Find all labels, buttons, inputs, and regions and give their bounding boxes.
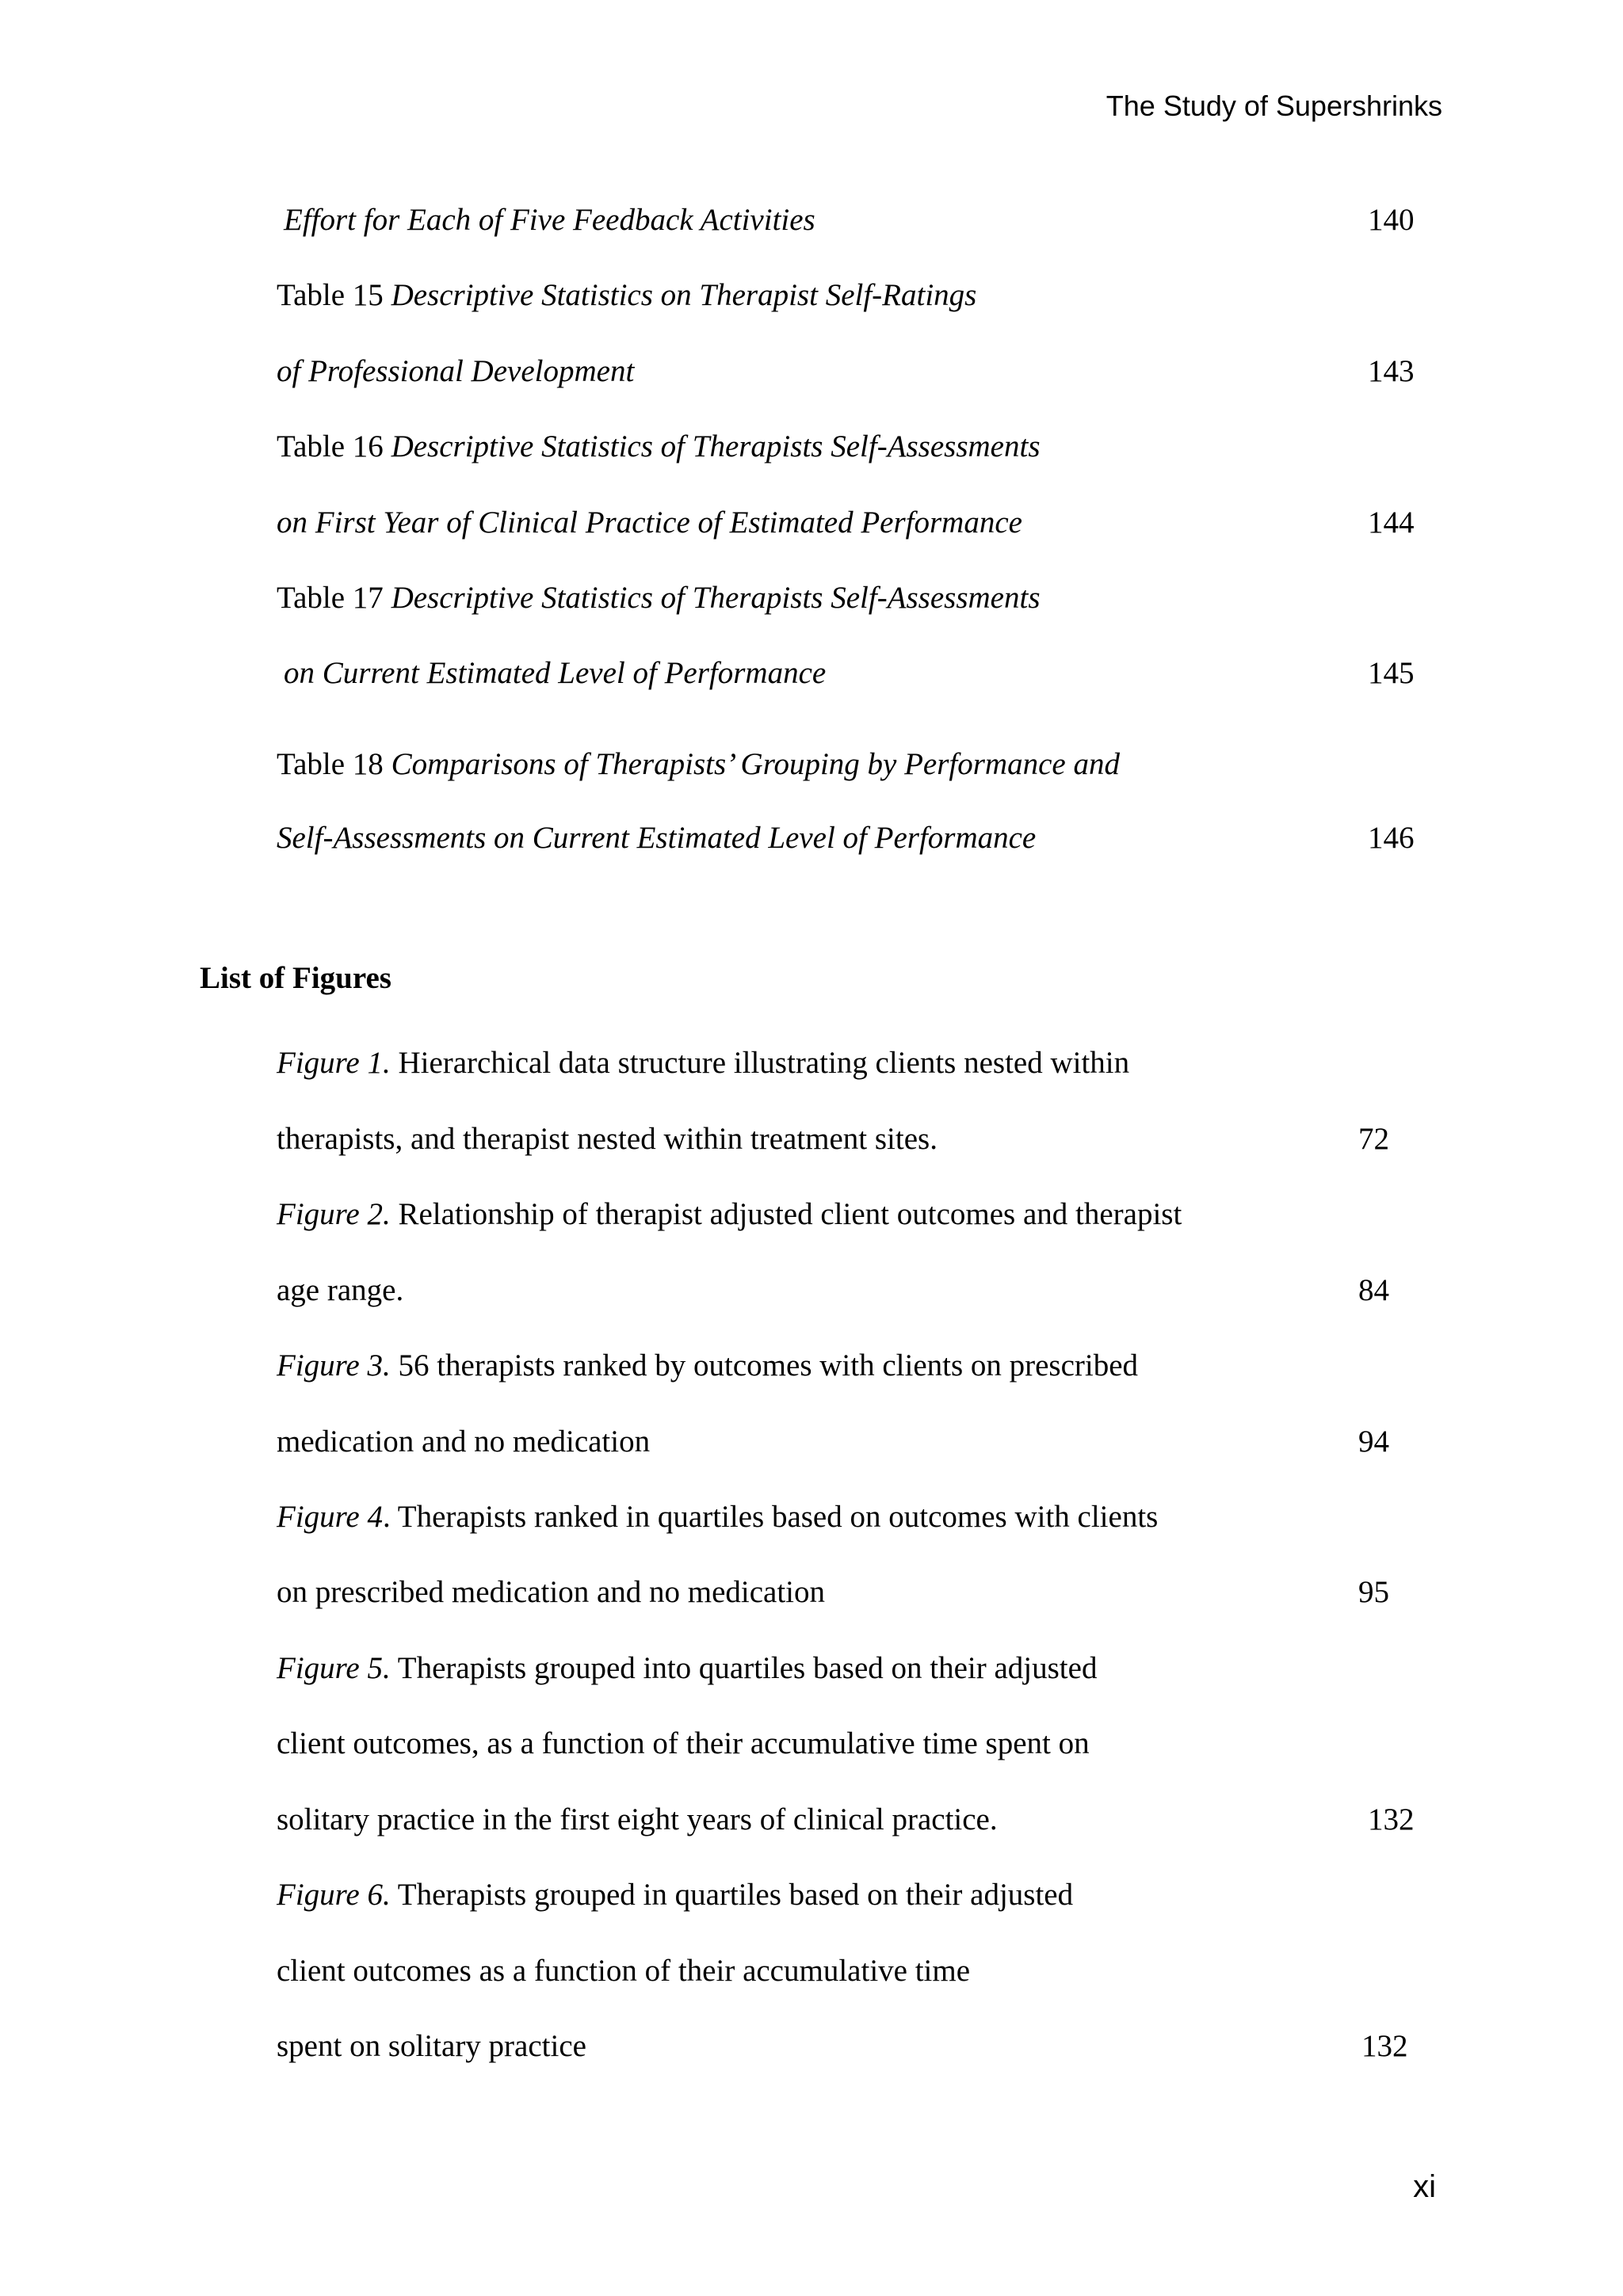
figure-entry-line: client outcomes as a function of their accumulative time — [277, 1954, 971, 1988]
table-entry-title-line: Self-Assessments on Current Estimated Level of Performance — [277, 821, 1037, 855]
figure-entry-line: on prescribed medication and no medication — [277, 1575, 826, 1609]
figure-entry-line: Figure 6. Therapists grouped in quartiles based on their adjusted — [277, 1878, 1074, 1912]
figure-entry-line: client outcomes, as a function of their accumulative time spent on — [277, 1726, 1090, 1760]
figure-label: Figure 3. — [277, 1348, 391, 1383]
figure-entry-page: 95 — [1358, 1575, 1389, 1609]
figure-entry-line: age range. — [277, 1273, 404, 1307]
table-label: Table 15 — [277, 278, 384, 312]
figure-label: Figure 4 — [277, 1500, 383, 1534]
table-entry-title-line: on Current Estimated Level of Performance — [284, 656, 827, 690]
table-entry-page: 140 — [1368, 203, 1415, 237]
figure-entry-line: spent on solitary practice — [277, 2029, 586, 2063]
figure-entry-line: solitary practice in the first eight years of clinical practice. — [277, 1802, 998, 1836]
figure-entry-page: 84 — [1358, 1273, 1389, 1307]
table-entry-title-line: Table 15 Descriptive Statistics on Therapist Self-Ratings — [277, 278, 977, 312]
table-entry-title-line: Effort for Each of Five Feedback Activities — [284, 203, 815, 237]
table-entry-page: 143 — [1368, 354, 1415, 388]
figure-label: Figure 2. — [277, 1197, 391, 1231]
figure-entry-page: 94 — [1358, 1425, 1389, 1459]
figure-label: Figure 1. — [277, 1046, 391, 1080]
figure-entry-page: 132 — [1361, 2029, 1408, 2063]
list-of-figures-heading: List of Figures — [200, 961, 391, 995]
table-entry-title-line: on First Year of Clinical Practice of Estimated Performance — [277, 505, 1022, 540]
figure-entry-page: 132 — [1368, 1802, 1415, 1836]
figure-label: Figure 6. — [277, 1878, 391, 1912]
figure-entry-line: therapists, and therapist nested within treatment sites. — [277, 1122, 938, 1156]
figure-entry-line: Figure 1. Hierarchical data structure illustrating clients nested within — [277, 1046, 1130, 1080]
page-number: xi — [1413, 2169, 1436, 2204]
figure-label: Figure 5. — [277, 1651, 391, 1685]
table-entry-page: 146 — [1368, 821, 1415, 855]
figure-entry-line: Figure 4. Therapists ranked in quartiles based on outcomes with clients — [277, 1500, 1159, 1534]
figure-entry-line: Figure 2. Relationship of therapist adjusted client outcomes and therapist — [277, 1197, 1182, 1231]
table-entry-title-line: Table 16 Descriptive Statistics of Therapists Self-Assessments — [277, 429, 1041, 463]
table-entry-title-line: Table 18 Comparisons of Therapists’ Grouping by Performance and — [277, 747, 1120, 781]
table-entry-page: 145 — [1368, 656, 1415, 690]
table-label: Table 17 — [277, 581, 384, 615]
figure-entry-line: Figure 3. 56 therapists ranked by outcomes with clients on prescribed — [277, 1348, 1139, 1383]
table-label: Table 18 — [277, 747, 384, 781]
figure-entry-line: medication and no medication — [277, 1425, 651, 1459]
running-head: The Study of Supershrinks — [1106, 90, 1442, 122]
table-entry-title-line: Table 17 Descriptive Statistics of Therapists Self-Assessments — [277, 581, 1041, 615]
table-label: Table 16 — [277, 429, 384, 463]
figure-entry-page: 72 — [1358, 1122, 1389, 1156]
table-entry-title-line: of Professional Development — [277, 354, 635, 388]
table-entry-page: 144 — [1368, 505, 1415, 540]
figure-entry-line: Figure 5. Therapists grouped into quartiles based on their adjusted — [277, 1651, 1098, 1685]
